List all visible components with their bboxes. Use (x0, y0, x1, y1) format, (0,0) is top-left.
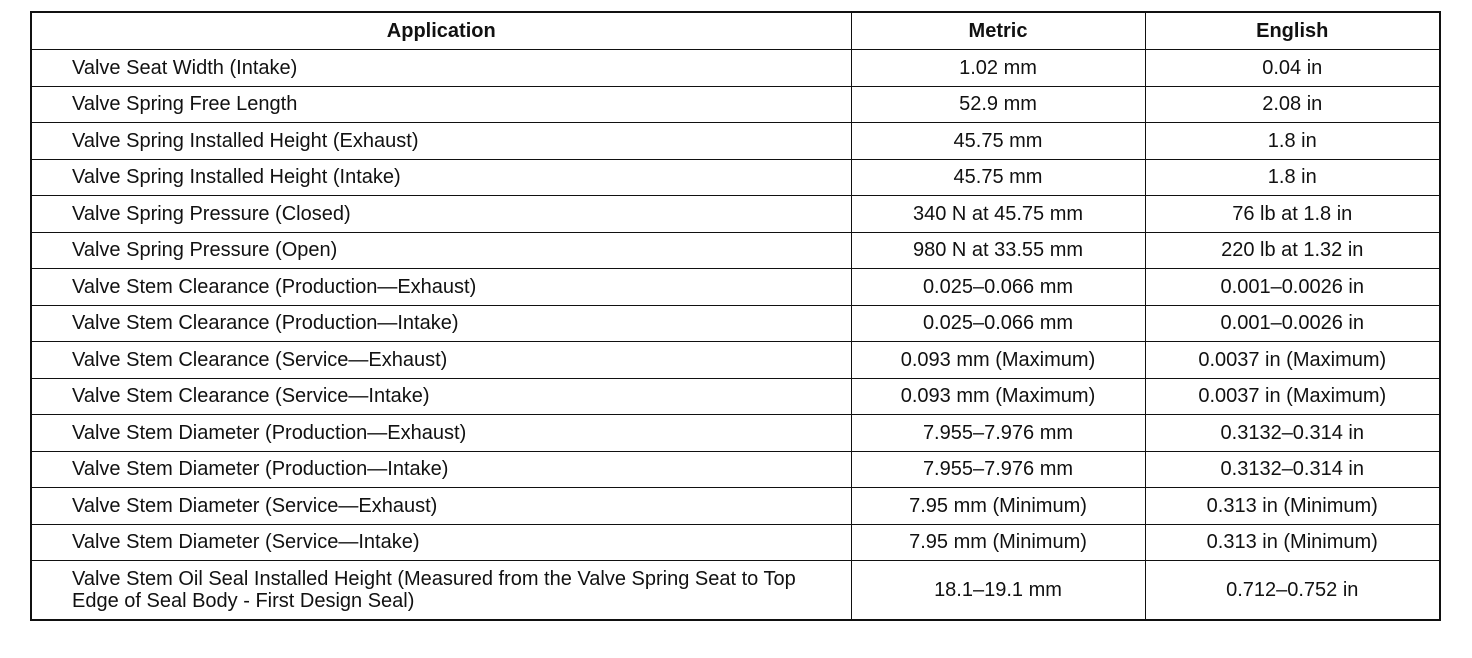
english-cell: 0.313 in (Minimum) (1145, 488, 1440, 525)
table-row (31, 378, 1440, 415)
specifications-table (30, 11, 1441, 621)
metric-cell: 7.95 mm (Minimum) (851, 524, 1145, 561)
english-cell: 2.08 in (1145, 86, 1440, 123)
header-metric: Metric (851, 12, 1145, 50)
application-cell: Valve Spring Pressure (Open) (31, 232, 851, 269)
application-cell: Valve Stem Clearance (Production—Intake) (31, 305, 851, 342)
table-row (31, 305, 1440, 342)
application-cell: Valve Spring Pressure (Closed) (31, 196, 851, 233)
english-cell: 1.8 in (1145, 123, 1440, 160)
english-cell: 0.001–0.0026 in (1145, 305, 1440, 342)
english-cell: 0.3132–0.314 in (1145, 451, 1440, 488)
table-row (31, 196, 1440, 233)
english-cell: 0.3132–0.314 in (1145, 415, 1440, 452)
english-cell: 0.712–0.752 in (1145, 561, 1440, 621)
table-row (31, 50, 1440, 87)
table-row (31, 488, 1440, 525)
table-row (31, 232, 1440, 269)
metric-cell: 52.9 mm (851, 86, 1145, 123)
table-row (31, 524, 1440, 561)
application-cell: Valve Stem Clearance (Service—Exhaust) (31, 342, 851, 379)
application-cell: Valve Stem Diameter (Service—Intake) (31, 524, 851, 561)
application-cell: Valve Spring Installed Height (Intake) (31, 159, 851, 196)
metric-cell: 0.025–0.066 mm (851, 305, 1145, 342)
application-cell: Valve Stem Oil Seal Installed Height (Measured from the Valve Spring Seat to Top Edge of Seal Body - First Design Seal) (31, 561, 851, 621)
table-row (31, 86, 1440, 123)
application-cell: Valve Spring Free Length (31, 86, 851, 123)
english-cell: 1.8 in (1145, 159, 1440, 196)
table-row (31, 415, 1440, 452)
table-row (31, 451, 1440, 488)
metric-cell: 7.955–7.976 mm (851, 415, 1145, 452)
metric-cell: 7.95 mm (Minimum) (851, 488, 1145, 525)
application-cell: Valve Stem Diameter (Service—Exhaust) (31, 488, 851, 525)
metric-cell: 340 N at 45.75 mm (851, 196, 1145, 233)
header-english: English (1145, 12, 1440, 50)
metric-cell: 18.1–19.1 mm (851, 561, 1145, 621)
english-cell: 0.0037 in (Maximum) (1145, 342, 1440, 379)
header-application: Application (31, 12, 851, 50)
table-row (31, 269, 1440, 306)
application-cell: Valve Stem Clearance (Production—Exhaust) (31, 269, 851, 306)
english-cell: 220 lb at 1.32 in (1145, 232, 1440, 269)
english-cell: 76 lb at 1.8 in (1145, 196, 1440, 233)
table-row (31, 342, 1440, 379)
table-row (31, 561, 1440, 621)
metric-cell: 0.093 mm (Maximum) (851, 342, 1145, 379)
metric-cell: 45.75 mm (851, 123, 1145, 160)
english-cell: 0.0037 in (Maximum) (1145, 378, 1440, 415)
table-row (31, 123, 1440, 160)
metric-cell: 980 N at 33.55 mm (851, 232, 1145, 269)
table-row (31, 159, 1440, 196)
application-cell: Valve Spring Installed Height (Exhaust) (31, 123, 851, 160)
metric-cell: 0.093 mm (Maximum) (851, 378, 1145, 415)
metric-cell: 1.02 mm (851, 50, 1145, 87)
metric-cell: 0.025–0.066 mm (851, 269, 1145, 306)
metric-cell: 45.75 mm (851, 159, 1145, 196)
english-cell: 0.313 in (Minimum) (1145, 524, 1440, 561)
application-cell: Valve Stem Diameter (Production—Exhaust) (31, 415, 851, 452)
metric-cell: 7.955–7.976 mm (851, 451, 1145, 488)
application-cell: Valve Stem Clearance (Service—Intake) (31, 378, 851, 415)
application-cell: Valve Seat Width (Intake) (31, 50, 851, 87)
application-cell: Valve Stem Diameter (Production—Intake) (31, 451, 851, 488)
english-cell: 0.04 in (1145, 50, 1440, 87)
english-cell: 0.001–0.0026 in (1145, 269, 1440, 306)
header-row (31, 12, 1440, 50)
